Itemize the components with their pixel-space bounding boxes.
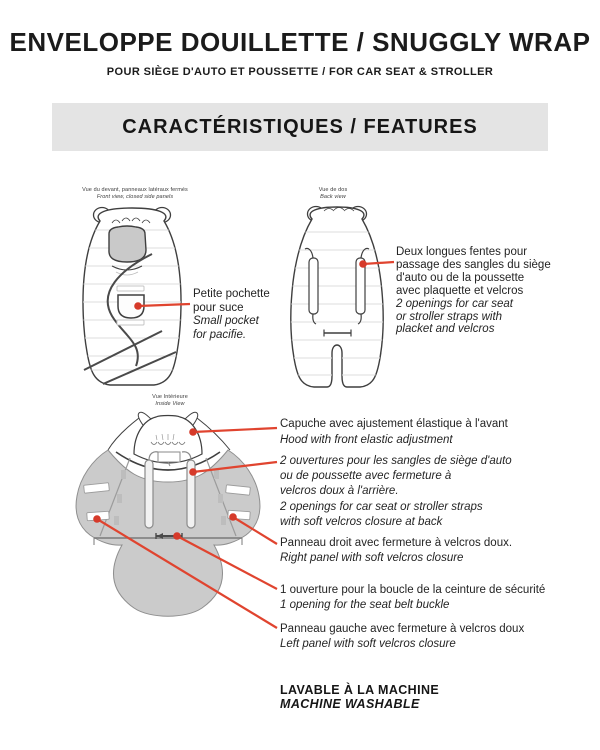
annotation-line: or stroller straps with bbox=[396, 310, 503, 323]
left-panel-annotation bbox=[280, 622, 524, 652]
page-title: ENVELOPPE DOUILLETTE / SNUGGLY WRAP bbox=[9, 27, 591, 57]
back-view-caption bbox=[253, 187, 413, 200]
annotation-line: for pacifie. bbox=[193, 328, 247, 341]
annotation-line: Right panel with soft velcros closure bbox=[280, 552, 464, 565]
inside-body-gray bbox=[76, 450, 260, 616]
features-banner-label: CARACTÉRISTIQUES / FEATURES bbox=[122, 116, 478, 138]
inside-view-diagram bbox=[50, 408, 270, 623]
annotation-line: d'auto ou de la poussette bbox=[396, 271, 525, 284]
annotation-line: Panneau gauche avec fermeture à velcros doux bbox=[280, 623, 525, 635]
front-view-caption-fr: Vue du devant, panneaux latéraux fermés bbox=[82, 187, 188, 193]
annotation-line: 1 opening for the seat belt buckle bbox=[280, 599, 450, 612]
annotation-line: Left panel with soft velcros closure bbox=[280, 638, 456, 651]
annotation-line: Deux longues fentes pour bbox=[396, 246, 528, 258]
annotation-line: 2 openings for car seat bbox=[396, 297, 513, 310]
velcro-strip-bottom bbox=[117, 320, 144, 325]
slots-annotation bbox=[396, 246, 551, 336]
front-view-caption-en: Front view, closed side panels bbox=[96, 193, 174, 200]
annotation-line: 1 ouverture pour la boucle de la ceinture de sécurité bbox=[280, 584, 546, 596]
pacifier-pocket bbox=[118, 295, 144, 318]
machine-washable-note bbox=[280, 684, 439, 711]
machine-washable-fr: LAVABLE À LA MACHINE bbox=[280, 683, 440, 697]
annotation-line: with soft velcros closure at back bbox=[280, 515, 443, 528]
inside-view-caption-en: Inside View bbox=[155, 400, 185, 407]
inside-view-caption bbox=[90, 394, 250, 407]
features-banner bbox=[52, 103, 548, 151]
annotation-line: placket and velcros bbox=[396, 323, 495, 336]
inside-view-caption-fr: Vue Intérieure bbox=[152, 394, 188, 400]
openings-annotation bbox=[280, 454, 512, 530]
annotation-line: Petite pochette bbox=[193, 288, 270, 300]
annotation-line: avec plaquette et velcros bbox=[396, 284, 524, 297]
velcro-strip-top bbox=[117, 286, 144, 291]
pocket-annotation bbox=[193, 288, 270, 342]
annotation-line: pour suce bbox=[193, 301, 244, 314]
back-body-outline bbox=[291, 207, 383, 387]
back-view-caption-fr: Vue de dos bbox=[318, 187, 348, 193]
buckle-annotation bbox=[280, 583, 545, 613]
annotation-line: Panneau droit avec fermeture à velcros doux. bbox=[280, 537, 513, 549]
annotation-line: Small pocket bbox=[193, 315, 259, 327]
annotation-line: 2 openings for car seat or stroller straps bbox=[280, 500, 483, 513]
face-opening bbox=[109, 226, 146, 262]
annotation-line: Hood with front elastic adjustment bbox=[280, 433, 453, 446]
annotation-line: passage des sangles du siège bbox=[396, 258, 551, 271]
page-subtitle: POUR SIÈGE D'AUTO ET POUSSETTE / FOR CAR SEAT & STROLLER bbox=[106, 66, 494, 78]
annotation-line: ou de poussette avec fermeture à bbox=[280, 470, 452, 483]
machine-washable-en: MACHINE WASHABLE bbox=[280, 696, 420, 711]
back-view-caption-en: Back view bbox=[320, 193, 346, 200]
front-view-diagram bbox=[58, 200, 193, 390]
annotation-line: 2 ouvertures pour les sangles de siège d'auto bbox=[280, 455, 512, 467]
annotation-line: velcros doux à l'arrière. bbox=[280, 485, 399, 498]
hood-adjuster-tab bbox=[158, 452, 180, 466]
front-view-caption bbox=[55, 187, 215, 200]
annotation-line: Capuche avec ajustement élastique à l'avant bbox=[280, 418, 508, 430]
hood-annotation bbox=[280, 417, 508, 448]
back-view-diagram bbox=[272, 200, 407, 390]
right-panel-annotation bbox=[280, 536, 512, 566]
